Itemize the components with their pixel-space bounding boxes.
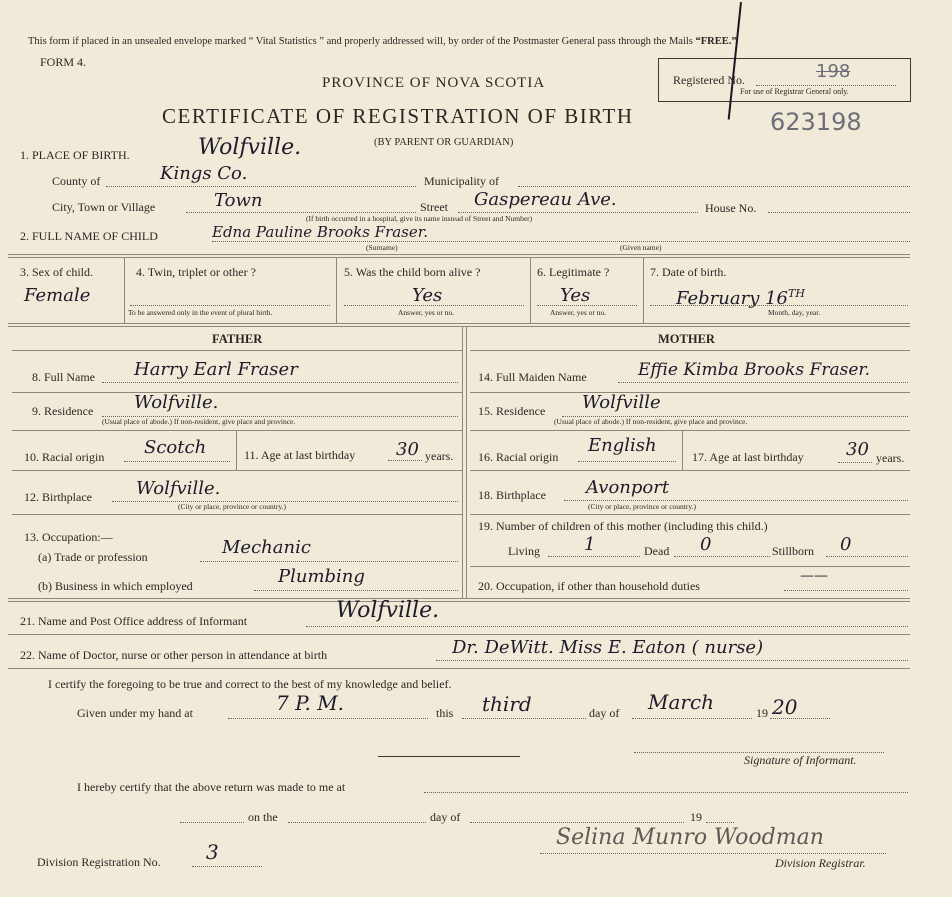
row-rule: [12, 514, 462, 515]
registrar-signature-line: [540, 853, 886, 854]
mother-res-value: Wolfville: [582, 392, 661, 413]
house-label: House No.: [705, 201, 757, 215]
twin-label: 4. Twin, triplet or other ?: [136, 265, 256, 279]
mother-occ-line: [784, 590, 908, 591]
row-divider: [8, 326, 910, 327]
mother-occ-label: 20. Occupation, if other than household duties: [478, 579, 700, 593]
living-label: Living: [508, 544, 540, 558]
dob-label: 7. Date of birth.: [650, 265, 727, 279]
certificate-title: CERTIFICATE OF REGISTRATION OF BIRTH: [162, 104, 634, 128]
father-trade-value: Mechanic: [222, 537, 311, 558]
stillborn-line: [826, 556, 908, 557]
signature-separator: [378, 756, 520, 757]
city-label: City, Town or Village: [52, 200, 156, 214]
mother-heading: MOTHER: [658, 332, 715, 346]
return-on-label: on the: [248, 810, 278, 824]
this-value: third: [482, 692, 532, 716]
father-heading: FATHER: [212, 332, 263, 346]
row-rule: [470, 430, 910, 431]
mother-occ-value: ——: [800, 568, 828, 584]
registered-line: [756, 85, 896, 86]
mother-age-value: 30: [846, 439, 869, 460]
this-label: this: [436, 706, 454, 720]
father-res-note: (Usual place of abode.) If non-resident, give place and province.: [102, 417, 296, 426]
certify-statement: I certify the foregoing to be true and correct to the best of my knowledge and belief.: [48, 677, 452, 691]
father-trade-line: [200, 561, 458, 562]
place-label: 1. PLACE OF BIRTH.: [20, 148, 130, 162]
dob-day-month: February 16: [676, 288, 789, 309]
stillborn-value: 0: [840, 534, 852, 555]
father-trade-label: (a) Trade or profession: [38, 550, 148, 564]
row-divider: [8, 254, 910, 255]
father-occ-label: 13. Occupation:—: [24, 530, 113, 544]
street-note: (If birth occurred in a hospital, give its name instead of Street and Number): [306, 214, 533, 223]
twin-note: To be answered only in the event of plural birth.: [128, 308, 273, 317]
return-statement: I hereby certify that the above return was made to me at: [77, 780, 346, 794]
legit-value: Yes: [560, 285, 591, 306]
alive-note: Answer, yes or no.: [398, 308, 455, 317]
mother-name-value: Effie Kimba Brooks Fraser.: [638, 360, 871, 380]
this-line: [462, 718, 586, 719]
mail-notice-free: “FREE.”: [695, 36, 737, 47]
child-name-line: [212, 241, 910, 242]
province-heading: PROVINCE OF NOVA SCOTIA: [322, 75, 546, 91]
row-rule: [8, 634, 910, 635]
dead-label: Dead: [644, 544, 670, 558]
father-biz-value: Plumbing: [278, 566, 365, 587]
house-line: [768, 212, 910, 213]
mother-res-note: (Usual place of abode.) If non-resident, give place and province.: [554, 417, 748, 426]
year-value: 20: [772, 695, 798, 719]
legit-line: [537, 305, 637, 306]
return-on-value-line: [288, 822, 426, 823]
municipality-line: [518, 186, 910, 187]
county-label: County of: [52, 174, 101, 188]
dead-line: [674, 556, 770, 557]
row-rule: [470, 470, 910, 471]
twin-line: [130, 305, 330, 306]
doctor-label: 22. Name of Doctor, nurse or other person in attendance at birth: [20, 648, 328, 662]
father-name-label: 8. Full Name: [32, 370, 95, 384]
mother-race-label: 16. Racial origin: [478, 450, 559, 464]
return-place-line: [424, 792, 908, 793]
living-line: [548, 556, 640, 557]
father-biz-line: [254, 590, 458, 591]
father-bp-note: (City or place, province or country.): [178, 502, 287, 511]
father-bp-value: Wolfville.: [136, 478, 221, 499]
mother-res-label: 15. Residence: [478, 404, 546, 418]
row-divider: [8, 601, 910, 602]
mother-race-line: [578, 461, 676, 462]
street-value: Gaspereau Ave.: [474, 189, 617, 210]
parents-divider: [466, 326, 467, 598]
father-age-value: 30: [396, 439, 419, 460]
mother-name-line: [618, 382, 908, 383]
sex-label: 3. Sex of child.: [20, 265, 93, 279]
day-label: day of: [589, 706, 620, 720]
alive-label: 5. Was the child born alive ?: [344, 265, 481, 279]
mother-bp-value: Avonport: [586, 477, 670, 498]
registered-struck-value: 198: [816, 61, 851, 82]
place-value: Wolfville.: [198, 135, 302, 160]
mother-children-label: 19. Number of children of this mother (including this child.): [478, 519, 768, 533]
father-age-unit: years.: [425, 449, 454, 463]
row-rule: [12, 430, 462, 431]
mother-age-divider: [682, 430, 683, 470]
living-value: 1: [584, 534, 596, 555]
registered-label: Registered No.: [673, 73, 745, 87]
col-divider: [643, 257, 644, 323]
row-rule: [470, 392, 910, 393]
year-line: [770, 718, 830, 719]
mail-notice: [28, 35, 737, 49]
street-line: [458, 212, 698, 213]
city-line: [186, 212, 416, 213]
alive-value: Yes: [412, 285, 443, 306]
return-year-prefix: 19: [690, 810, 702, 824]
division-reg-label: Division Registration No.: [37, 855, 161, 869]
father-race-value: Scotch: [144, 437, 207, 458]
informant-line: [306, 626, 908, 627]
return-on-line: [180, 822, 244, 823]
municipality-label: Municipality of: [424, 174, 499, 188]
legit-note: Answer, yes or no.: [550, 308, 607, 317]
day-line: [632, 718, 752, 719]
doctor-value: Dr. DeWitt. Miss E. Eaton ( nurse): [452, 637, 764, 658]
heading-rule: [470, 350, 910, 351]
certificate-subtitle: (BY PARENT OR GUARDIAN): [374, 137, 514, 148]
row-divider: [8, 323, 910, 324]
city-value: Town: [214, 190, 263, 211]
father-age-label: 11. Age at last birthday: [244, 448, 356, 462]
father-age-divider: [236, 430, 237, 470]
father-res-label: 9. Residence: [32, 404, 94, 418]
mother-race-value: English: [588, 435, 657, 456]
father-race-line: [124, 461, 230, 462]
row-rule: [470, 514, 910, 515]
informant-label: 21. Name and Post Office address of Informant: [20, 614, 248, 628]
return-dayof-line: [470, 822, 684, 823]
alive-line: [344, 305, 524, 306]
legit-label: 6. Legitimate ?: [537, 265, 610, 279]
father-biz-label: (b) Business in which employed: [38, 579, 193, 593]
child-name-label: 2. FULL NAME OF CHILD: [20, 229, 158, 243]
heading-rule: [12, 350, 462, 351]
row-divider: [8, 257, 910, 258]
doctor-line: [436, 660, 908, 661]
given-label: Given under my hand at: [77, 706, 193, 720]
col-divider: [336, 257, 337, 323]
row-divider: [8, 668, 910, 669]
division-reg-line: [192, 866, 262, 867]
col-divider: [530, 257, 531, 323]
stillborn-label: Stillborn: [772, 544, 815, 558]
given-value: 7 P. M.: [276, 691, 345, 715]
mother-age-unit: years.: [876, 451, 905, 465]
father-age-line: [388, 460, 422, 461]
row-rule: [470, 566, 910, 567]
street-label: Street: [420, 200, 448, 214]
mail-notice-text: This form if placed in an unsealed envelope marked “ Vital Statistics ” and properly addressed will, by order of the Postmaster General pass through the Mails: [28, 36, 696, 47]
county-value: Kings Co.: [160, 163, 248, 184]
return-dayof-label: day of: [430, 810, 461, 824]
father-name-line: [102, 382, 458, 383]
given-caption: (Given name): [620, 243, 662, 252]
given-line: [228, 718, 428, 719]
col-divider: [124, 257, 125, 323]
father-race-label: 10. Racial origin: [24, 450, 105, 464]
day-value: March: [648, 690, 715, 714]
return-year-line: [706, 822, 734, 823]
registrar-label: Division Registrar.: [775, 856, 866, 870]
dob-note: Month, day, year.: [768, 308, 821, 317]
parents-divider: [462, 326, 463, 598]
dead-value: 0: [700, 534, 712, 555]
mother-bp-label: 18. Birthplace: [478, 488, 546, 502]
sex-value: Female: [24, 285, 91, 306]
row-divider: [8, 598, 910, 599]
informant-value: Wolfville.: [336, 598, 440, 623]
child-name-value: Edna Pauline Brooks Fraser.: [212, 223, 429, 241]
row-rule: [12, 392, 462, 393]
mother-bp-note: (City or place, province or country.): [588, 502, 697, 511]
county-line: [106, 186, 416, 187]
dob-suffix: TH: [788, 287, 805, 300]
surname-caption: (Surname): [366, 243, 398, 252]
division-reg-value: 3: [206, 840, 219, 864]
father-name-value: Harry Earl Fraser: [134, 359, 298, 380]
mother-name-label: 14. Full Maiden Name: [478, 370, 587, 384]
mother-bp-line: [564, 500, 908, 501]
row-rule: [12, 470, 462, 471]
registered-number: 623198: [770, 108, 862, 136]
year-prefix: 19: [756, 706, 768, 720]
father-res-value: Wolfville.: [134, 392, 219, 413]
mother-age-label: 17. Age at last birthday: [692, 450, 804, 464]
dob-line: [650, 305, 908, 306]
form-number: FORM 4.: [40, 55, 87, 69]
registrar-signature: Selina Munro Woodman: [556, 825, 824, 850]
mother-age-line: [838, 462, 872, 463]
father-bp-label: 12. Birthplace: [24, 490, 92, 504]
informant-signature-label: Signature of Informant.: [744, 753, 857, 767]
registrar-note: For use of Registrar General only.: [740, 87, 849, 96]
